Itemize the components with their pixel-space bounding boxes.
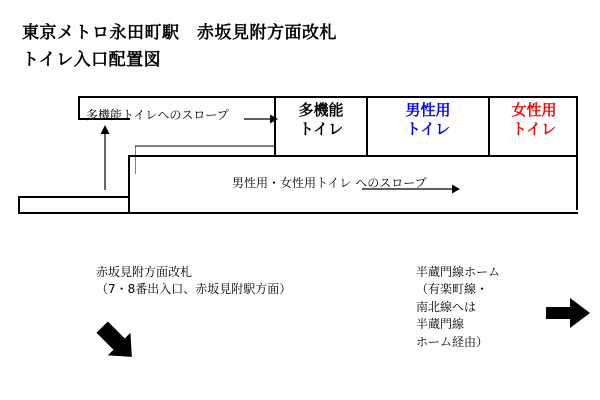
callout-right-line5: ホーム経由） [416,334,489,349]
callout-right-line1: 半蔵門線ホーム [416,265,501,279]
room-label-multi-purpose-toilet [276,101,366,139]
slope-arrow-multi-horizontal [244,112,278,126]
corridor-guide-line [135,140,277,174]
room-label-mens-toilet [368,101,488,139]
callout-left-line2: （7・8番出入口、赤坂見附駅方面） [96,282,292,297]
slope-mens-womens-line1: 男性用・女性用トイレ [232,176,352,190]
room-multi-line1: 多機能 [298,101,344,119]
wall-rooms-bottom [274,155,578,157]
wall-bottom-left-horizontal [18,196,130,198]
callout-left-line1: 赤坂見附方面改札 [96,265,193,279]
arrow-right-icon [546,296,592,330]
arrow-down-left-icon [94,320,140,364]
room-mens-line1: 男性用 [405,101,451,119]
room-womens-line1: 女性用 [511,101,557,119]
slope-arrow-mens-womens [362,182,460,196]
room-label-womens-toilet [490,101,578,139]
slope-arrow-multi-vertical [98,124,112,190]
callout-ticket-gate [96,264,291,299]
wall-top [78,96,578,98]
callout-hanzomon-platform [416,264,500,351]
page-title-line1: 東京メトロ永田町駅 赤坂見附方面改札 [22,23,337,43]
wall-bottom-left-vertical [18,196,20,214]
room-multi-line2: トイレ [298,119,344,138]
wall-bottom-long [18,212,578,214]
page-title-line2: トイレ入口配置図 [22,50,162,70]
callout-right-line4: 半蔵門線 [416,317,465,332]
callout-right-line3: 南北線へは [416,299,477,314]
slope-mens-womens-line2: へのスロープ [355,176,427,190]
wall-corridor-left [128,155,130,214]
room-womens-line2: トイレ [511,119,557,138]
wall-left-outer [78,96,80,118]
slope-label-multi-purpose: 多機能トイレへのスロープ [86,108,229,122]
callout-right-line2: （有楽町線・ [416,282,489,297]
room-mens-line2: トイレ [405,119,451,138]
